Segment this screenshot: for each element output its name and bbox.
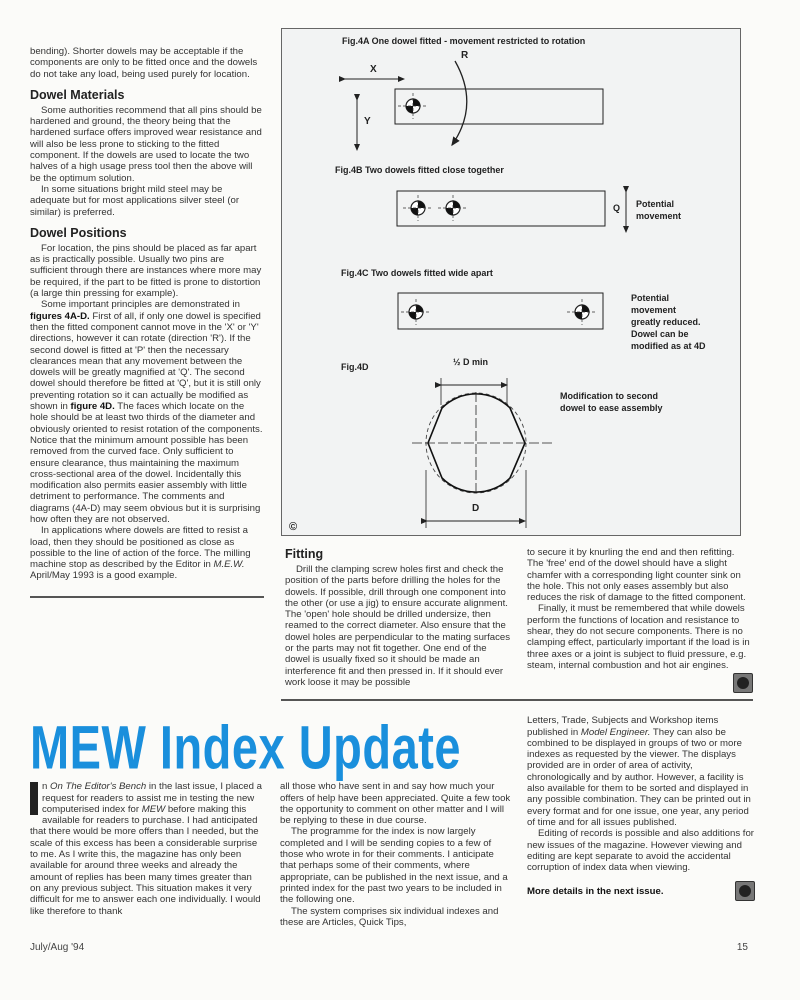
index-columns <box>30 781 513 928</box>
more-details-row <box>527 881 755 901</box>
paragraph <box>30 184 264 218</box>
label-d: D <box>472 503 480 514</box>
text-run: Drill the clamping screw holes first and check the position of the parts before drilling the holes for the dowels. If possible, drill through one component into the other (or use a jig) to ensure accurate alignment. The 'open' hole should be drilled undersize, then reamed to the correct diameter. Also ensure that the dowel holes are perpendicular to the mating surfaces or the parts may not fit together. One end of the dowel is usually fixed so it should be made an interference fit and then pressed in. If it should ever work loose it may be possible <box>285 564 511 688</box>
right-article-column <box>527 547 753 671</box>
fig4d-note-1: Modification to second <box>560 391 658 401</box>
index-update-section <box>30 712 800 928</box>
page-footer <box>30 942 748 953</box>
dowel-figure <box>281 28 741 536</box>
text-run: Editing of records is possible and also additions for new issues of the magazine. However viewing and editing are kept separate to avoid the accidental corruption of index data when viewing. <box>527 828 754 874</box>
text-run: Letters, Trade, Subjects and Workshop items published in <box>527 715 719 738</box>
index-column-3-wrap <box>527 715 755 901</box>
paragraph <box>527 547 753 603</box>
text-run: Some authorities recommend that all pins should be hardened and ground, the theory being that the hardened surface offers improved wear resistance and will also be less prone to sticking to the fitted component. If the dowels are used to locate the two halves of a high usage press tool then the above will be the optimum solution. <box>30 104 262 184</box>
fig4c-note-5: modified as at 4D <box>631 341 706 351</box>
upper-section <box>30 28 800 701</box>
left-article-column <box>30 46 264 582</box>
page-number: 15 <box>736 942 748 954</box>
paragraph <box>527 828 755 873</box>
fig4c-note-1: Potential <box>631 293 670 303</box>
paragraph <box>30 781 262 917</box>
bold-text: figure 4D. <box>70 401 115 413</box>
fig4b-plate <box>397 191 605 226</box>
text-run: before making this available for readers to purchase. I had anticipated that there would be more offers than I needed, but the scale of this excess has been a considerable surprise to me. As I write this, the magazine has only been available for around three weeks and already the amount of replies has been many times greater than on any previous subject. This situation makes it very difficult for me to answer each one individually. I would like therefore to thank <box>30 803 261 917</box>
paragraph <box>527 715 755 828</box>
bold-text: figures 4A-D. <box>30 310 90 322</box>
fig4b-note-2: movement <box>636 211 682 221</box>
fig4b-note-1: Potential <box>636 199 675 209</box>
issue-date: July/Aug '94 <box>30 942 85 954</box>
text-run: For location, the pins should be placed as far apart as is practically possible. Usually two pins are sufficient through there are instances where more may be required, if the part to be fitted is prone to distortion (a large thin pressing for example). <box>30 242 262 300</box>
fig4d-note-2: dowel to ease assembly <box>560 403 663 413</box>
text-run: to secure it by knurling the end and then refitting. The 'free' end of the dowel should have a slight chamfer with a corresponding light counter sink on the hole. This not only eases assembly but also reduces the risk of damage to the fitted component. <box>527 547 746 604</box>
fig4a-caption: Fig.4A One dowel fitted - movement restricted to rotation <box>342 36 586 46</box>
text-run: They can also be combined to be displayed in groups of two or more indexes as requested by the viewer. The displays provided are in order of area of activity, chronologically and by author. However, a facility is also available for them to be sorted and displayed in any possible combination. They can be printed out in every format and for one issue, one year, any period of time and for all issues published. <box>527 726 751 828</box>
fig4c-plate <box>398 293 603 329</box>
label-r: R <box>461 50 469 61</box>
text-run: n <box>42 781 51 793</box>
italic-text: Model Engineer. <box>580 726 651 738</box>
fig4d-caption: Fig.4D <box>341 362 369 372</box>
dowel-icon <box>401 299 431 325</box>
fig4c-note-4: Dowel can be <box>631 329 689 339</box>
paragraph <box>30 46 264 80</box>
index-update-left <box>30 712 513 928</box>
label-half-d: ½ D min <box>453 357 489 367</box>
text-run: The programme for the index is now largely completed and I will be sending copies to a few of those who wrote in for their comments. I anticipate that perhaps some of their comments, where appropriate, can be published in the next issue, and a printed index for the past two years to be included in the following one. <box>280 826 508 906</box>
dowel-icon <box>438 195 468 221</box>
fig4c-note-3: greatly reduced. <box>631 317 701 327</box>
copyright-mark: © <box>289 521 298 533</box>
rotation-arrow <box>452 61 467 145</box>
text-run: all those who have sent in and say how much your offers of help have been appreciated. Quite a few took the opportunity to comment on other matter and I will be replying to these in due course. <box>280 781 511 827</box>
text-run: First of all, if only one dowel is specified then the fitted component cannot move in the 'X' or 'Y' directions, however it can rotate (direction 'R'). If the second dowel is fitted at 'P' then the necessary clearances mean that any movement between the dowels will be greatly magnified at 'Q'. The second dowel should therefore be fitted at 'Q', but it is still only preventing rotation so it can actually be modified as shown in <box>30 310 261 413</box>
paragraph <box>30 243 264 299</box>
text-run: The system comprises six individual indexes and these are Articles, Quick Tips, <box>280 905 499 928</box>
section-heading: Dowel Materials <box>30 87 125 102</box>
label-y: Y <box>364 116 371 127</box>
index-column-3 <box>527 715 755 873</box>
fig4c-caption: Fig.4C Two dowels fitted wide apart <box>341 268 493 278</box>
paragraph <box>30 105 264 184</box>
index-column-1 <box>30 781 262 917</box>
text-run: Some important principles are demonstrated in <box>41 299 240 311</box>
dowel-icon <box>398 93 428 119</box>
paragraph <box>30 299 264 525</box>
fig4c-note-2: movement <box>631 305 677 315</box>
text-run: bending). Shorter dowels may be acceptable if the components are only to be fitted once and the dowels do not take any load, being used purely for location. <box>30 46 258 80</box>
right-wrap <box>281 28 753 701</box>
paragraph <box>527 603 753 671</box>
lower-article-columns <box>281 547 753 693</box>
more-details: More details in the next issue. <box>527 885 664 897</box>
dowel-icon <box>403 195 433 221</box>
paragraph <box>285 564 513 688</box>
text-run: April/May 1993 is a good example. <box>30 570 178 582</box>
title-box <box>30 712 513 782</box>
italic-text: M.E.W. <box>213 559 245 571</box>
italic-text: On The Editor's Bench <box>50 781 147 793</box>
dowel-icon <box>567 299 597 325</box>
text-run: Finally, it must be remembered that while dowels perform the functions of location and resistance to shear, they do not secure components. There is no clamping effect, particularly important if the load is in three axes or a joint is subject to fluid pressure, e.g. steam, internal combustion and hot air engines. <box>527 603 750 671</box>
label-q: Q <box>613 203 621 213</box>
index-update-title: MEW Index Update <box>30 712 462 782</box>
text-run: in the last issue, I placed a request for readers to assist me in testing the new computerised index for <box>42 781 262 815</box>
italic-text: MEW <box>141 803 166 815</box>
dowel-diagram <box>282 29 740 535</box>
fig4b-caption: Fig.4B Two dowels fitted close together <box>335 165 504 175</box>
drop-cap-i <box>30 782 38 815</box>
end-mark-icon <box>735 881 755 901</box>
paragraph <box>280 781 512 826</box>
section-heading: Dowel Positions <box>30 225 127 240</box>
paragraph <box>280 826 512 905</box>
text-run: In applications where dowels are fitted to resist a load, then they should be positioned as close as possible to the line of action of the force. The milling machine stop as described by the Editor in <box>30 525 251 571</box>
right-divider <box>281 699 753 701</box>
paragraph <box>30 525 264 581</box>
end-mark-row <box>527 673 753 693</box>
section-heading: Fitting <box>285 547 324 561</box>
text-run: The faces which locate on the hole should be at least two thirds of the diameter and obviously oriented to resist rotation of the components. Notice that the minimum amount possible has been removed from the curved face. Only sufficient to ensure clearance, thus maintaining the maximum cross-sectional area of the dowel. Incidentally this modification also permits easier assembly with little detriment to performance. The comments and diagrams (4A-D) may seem obvious but it is surprising how often they are not observed. <box>30 401 263 525</box>
right-article-wrap <box>527 547 753 693</box>
fig4a-plate <box>395 89 603 124</box>
left-divider <box>30 596 264 598</box>
paragraph <box>280 906 512 929</box>
text-run: In some situations bright mild steel may be adequate but for most applications silver steel (or similar) is preferred. <box>30 183 240 218</box>
fitting-column <box>285 547 513 688</box>
label-x: X <box>370 64 377 75</box>
index-column-2 <box>280 781 512 928</box>
left-wrap <box>30 46 264 598</box>
end-mark-icon <box>733 673 753 693</box>
